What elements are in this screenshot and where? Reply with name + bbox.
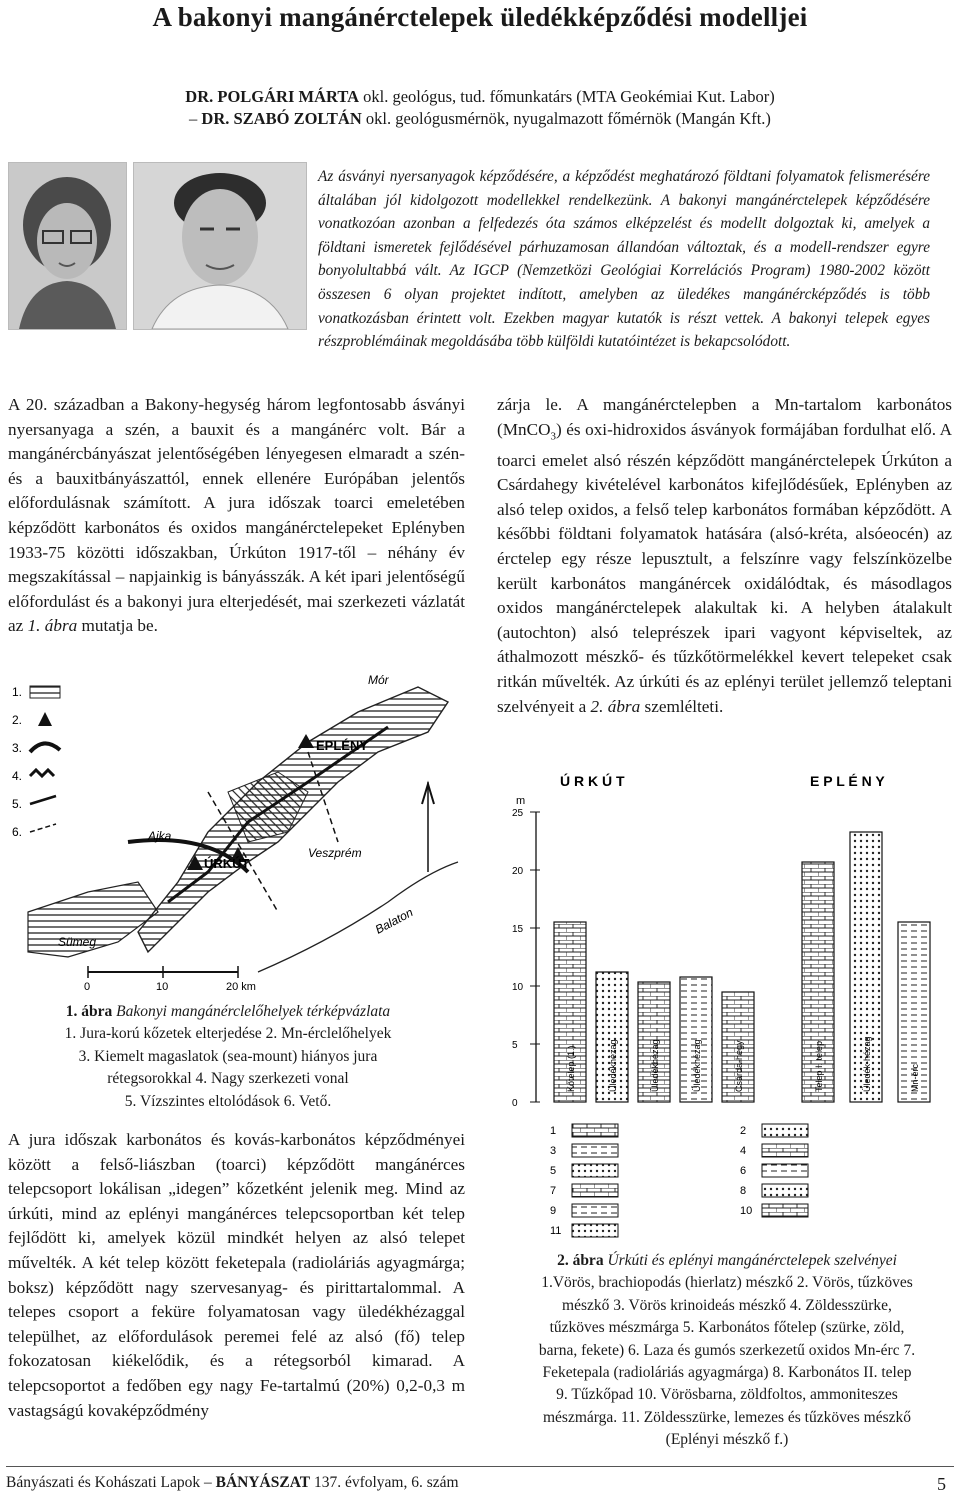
- figure-1-legend-line: 5. Vízszintes eltolódások 6. Vető.: [124, 1092, 332, 1110]
- figure-2-urkut-title: Ú R K Ú T: [560, 773, 625, 789]
- legend-swatch: [762, 1144, 808, 1157]
- footer: [6, 1474, 956, 1492]
- figure-2-legend-line: Feketepala (radioláriás agyagmárga) 8. Karbonátos II. telep: [542, 1364, 912, 1382]
- left-column-bottom: [8, 1128, 465, 1423]
- author-1-name: DR. POLGÁRI MÁRTA: [185, 87, 360, 106]
- section-column-label: Üledék-hézag: [862, 1036, 872, 1092]
- legend-swatch: [572, 1124, 618, 1137]
- authors: [60, 86, 900, 130]
- author-2-affiliation: okl. geológusmérnök, nyugalmazott főmérnök (Mangán Kft.): [361, 109, 771, 128]
- legend-number: 1: [550, 1125, 557, 1137]
- figure-2-legend-line: barna, fekete) 6. Laza és gumós szerkezetű oxidos Mn-érc 7.: [538, 1341, 916, 1359]
- figure-2-title: Úrkúti és eplényi mangánérctelepek szelvényei: [603, 1252, 897, 1269]
- figure-ref-1: 1. ábra: [27, 616, 78, 636]
- map-label-sumeg: Sümeg: [58, 935, 97, 949]
- map-label-veszprem: Veszprém: [308, 846, 362, 860]
- y-tick-label: 10: [512, 982, 524, 993]
- legend-swatch: [572, 1224, 618, 1237]
- page-title: A bakonyi mangánérctelepek üledékképződési modelljei: [152, 2, 808, 32]
- figure-2-legend-line: 1.Vörös, brachiopodás (hierlatz) mészkő 2. Vörös, tűzköves: [541, 1274, 913, 1292]
- y-tick-label: 0: [512, 1098, 518, 1109]
- legend-swatch: [572, 1144, 618, 1157]
- paragraph-2-end: szemlélteti.: [640, 696, 724, 716]
- legend-swatch: [572, 1184, 618, 1197]
- section-column-label: Telep I. telep: [814, 1040, 824, 1092]
- figure-1-title: Bakonyi mangánérclelőhelyek térképvázlata: [112, 1003, 391, 1020]
- figure-1-map: [8, 672, 468, 992]
- paragraph-2: [497, 393, 952, 719]
- legend-swatch: [572, 1164, 618, 1177]
- figure-2-y-unit: m: [516, 795, 526, 807]
- section-column-label: Üledékhézag: [692, 1039, 702, 1092]
- author-2-dash: –: [189, 109, 202, 128]
- footer-journal-name: BÁNYÁSZAT: [215, 1474, 311, 1491]
- figure-1-legend-line: 3. Kiemelt magaslatok (sea-mount) hiányos jura: [78, 1047, 378, 1065]
- author-photo-1: [8, 162, 127, 330]
- figure-2-sections: [510, 772, 950, 1242]
- legend-number: 4: [740, 1145, 747, 1157]
- map-legend-2-num: 2.: [12, 713, 23, 727]
- author-photo-2: [133, 162, 307, 330]
- footer-journal-issue: 137. évfolyam, 6. szám: [310, 1474, 459, 1491]
- figure-1-legend-line: 1. Jura-korú kőzetek elterjedése 2. Mn-érclelőhelyek: [64, 1025, 392, 1043]
- figure-2-legend-line: mészkő 3. Vörös krinoideás mészkő 4. Zöldesszürke,: [562, 1296, 892, 1314]
- legend-number: 8: [740, 1185, 747, 1197]
- y-tick-label: 20: [512, 866, 524, 877]
- figure-2-number: 2. ábra: [557, 1252, 604, 1269]
- legend-number: 3: [550, 1145, 557, 1157]
- figure-2-legend-line: 9. Tűzkőpad 10. Vörösbarna, zöldfoltos, ammoniteszes: [556, 1386, 898, 1404]
- map-legend-6-num: 6.: [12, 825, 23, 839]
- map-legend-5-num: 5.: [12, 797, 23, 811]
- legend-swatch: [762, 1164, 808, 1177]
- map-scale-20: 20 km: [226, 981, 256, 992]
- map-scale-10: 10: [156, 981, 169, 992]
- y-tick-label: 25: [512, 808, 524, 819]
- legend-swatch: [762, 1124, 808, 1137]
- section-column-label: Üledékhézag: [608, 1039, 618, 1092]
- figure-2-caption: [497, 1250, 957, 1452]
- map-label-mor: Mór: [368, 673, 389, 687]
- footer-journal-prefix: Bányászati és Kohászati Lapok –: [6, 1474, 216, 1491]
- legend-number: 2: [740, 1125, 747, 1137]
- author-1-affiliation: okl. geológus, tud. főmunkatárs (MTA Geokémiai Kut. Labor): [359, 87, 775, 106]
- map-scale-0: 0: [84, 981, 91, 992]
- paragraph-1-end: mutatja be.: [77, 616, 158, 636]
- figure-1-caption: [8, 1001, 448, 1113]
- section-column-label: Üledékhézag: [650, 1039, 660, 1092]
- figure-2-eplen-title: E P L É N Y: [810, 773, 885, 789]
- figure-2-legend-line: tűzköves mészmárga 5. Karbonátos főtelep (szürke, zöld,: [549, 1319, 905, 1337]
- legend-number: 5: [550, 1165, 557, 1177]
- paragraph-1-text: A 20. században a Bakony-hegység három legfontosabb ásványi nyersanyaga a szén, a bauxit és a mangánérc volt. Bár a mangánércbányászat jelentőségében lényegesen elmaradt a szén- és a bauxitbányászattól, ennek ellenére Európában jelentős előfordulásnak számított. A jura időszak toarci emeletében képződött karbonátos és oxidos mangánérctelepeket Eplényben 1933-75 közötti időszakban, Úrkúton 1917-től – néhány év megszakítással – napjainkig is bányásszák. A két ipari jelentőségű előfordulást és a bakonyi jura elterjedését, mai szerkezeti vázlatát az: [8, 395, 465, 636]
- map-label-balaton: Balaton: [372, 905, 416, 937]
- paragraph-1: [8, 393, 465, 639]
- right-column: [497, 393, 952, 719]
- legend-swatch: [762, 1204, 808, 1217]
- figure-ref-2: 2. ábra: [590, 696, 641, 716]
- section-column-label: Mn-érc: [910, 1063, 920, 1092]
- figure-1-legend-line: rétegsorokkal 4. Nagy szerkezeti vonal: [107, 1070, 349, 1088]
- section-column-label: Kőtelep (1.): [566, 1045, 576, 1092]
- legend-number: 9: [550, 1205, 557, 1217]
- map-legend-1-num: 1.: [12, 685, 23, 699]
- legend-number: 6: [740, 1165, 747, 1177]
- legend-swatch: [572, 1204, 618, 1217]
- figure-2-legend-line: mészmárga. 11. Zöldesszürke, lemezes és tűzköves mészkő: [542, 1408, 911, 1426]
- map-legend-4-num: 4.: [12, 769, 23, 783]
- map-label-ajka: Ajka: [148, 829, 172, 843]
- paragraph-2-text-a: zárja le. A mangánérctelepben a Mn-tartalom karbonátos (MnCO: [497, 395, 952, 439]
- section-column-label: Csárda-hegy: [734, 1040, 744, 1092]
- footer-rule: [6, 1466, 954, 1467]
- legend-number: 10: [740, 1205, 753, 1217]
- paragraph-3: A jura időszak karbonátos és kovás-karbonátos képződményei között a felső-liászban (toarci) képződött mangánérces telepcsoport lokálisan „idegen” kőzetként jelenik meg. Mind az úrkúti, mind az eplényi mangánérces telepcsoportban két telep fejlődött ki, amelyek közül mindkét helyen az alsó telepet művelték. A két telep között feketepala (radioláriás agyagmárga; boksz) képződött nagy szervesanyag- és pirittartalommal. A telepes csoport a feküre folyamatosan vagy üledékhézaggal települhet, az előfordulások peremei felé az alsó (fő) telep fokozatosan kiékelődik, és a rétegsorból kimarad. A telepcsoportot a fedőben egy nagy Fe-tartalmú (20%) 0,2-0,3 m vastagságú kovaképződmény: [8, 1130, 465, 1420]
- map-label-urkut: ÚRKÚT: [204, 856, 250, 871]
- figure-1-number: 1. ábra: [65, 1003, 113, 1020]
- subscript-3: 3: [550, 430, 556, 443]
- author-2-name: DR. SZABÓ ZOLTÁN: [201, 109, 362, 128]
- page-number: 5: [937, 1474, 946, 1494]
- figure-2-legend-line: (Eplényi mészkő f.): [665, 1431, 789, 1449]
- abstract: Az ásványi nyersanyagok képződésére, a képződést meghatározó földtani folyamatok felismerésére általában jól kidolgozott modellekkel rendelkezünk. A bakonyi mangánérctelepek képződésére vonatkozóan azonban a felfedezés óta számos elképzelést és modellt dolgoztak ki, amelyek a földtani ismeretek fejlődésével párhuzamosan állandóan változtak, és a modell-rendszer egyre bonyolultabbá vált. Az IGCP (Nemzetközi Geológiai Korrelációs Program) 1980-2002 között összesen 6 olyan projektet indított, amelyben az üledékes mangánércképződés is több vonatkozásban érintett volt. Ezekben magyar kutatók is részt vettek. A bakonyi telepek egyes részproblémáinak megoldásába több külföldi kutatóintézet is bekapcsolódott.: [318, 168, 930, 351]
- map-label-eplen: EPLÉNY: [316, 738, 369, 753]
- legend-number: 11: [550, 1225, 562, 1237]
- paragraph-2-text-b: ) és oxi-hidroxidos ásványok formájában fordulhat elő. A toarci emelet alsó részén képződött mangánérctelepek Úrkúton a Csárdahegy kivételével karbonátos kifejlődésűek, Eplényben az alsó telep oxidos, a felső telep karbonátos formában képződött. A későbbi földtani folyamatok hatására (alsó-kréta, alsóeocén) az érctelep egy része lepusztult, a felszínre vagy felszínközelbe került karbonátos mangánércek oxidálódtak, és másodlagos oxidos mangánérctelepek alakultak ki. A helyben átalakult (autochton) alsó teleprészek ipari vagyont képviseltek, az áthalmozott mészkő- és tűzkőtörmelékkel kevert telepeket csak ritkán művelték. Az úrkúti és az eplényi terület jellemző teleptani szelvényeit a: [497, 419, 952, 716]
- legend-swatch: [762, 1184, 808, 1197]
- left-column-top: [8, 393, 465, 639]
- y-tick-label: 15: [512, 924, 524, 935]
- map-legend-3-num: 3.: [12, 741, 23, 755]
- y-tick-label: 5: [512, 1040, 518, 1051]
- legend-number: 7: [550, 1185, 557, 1197]
